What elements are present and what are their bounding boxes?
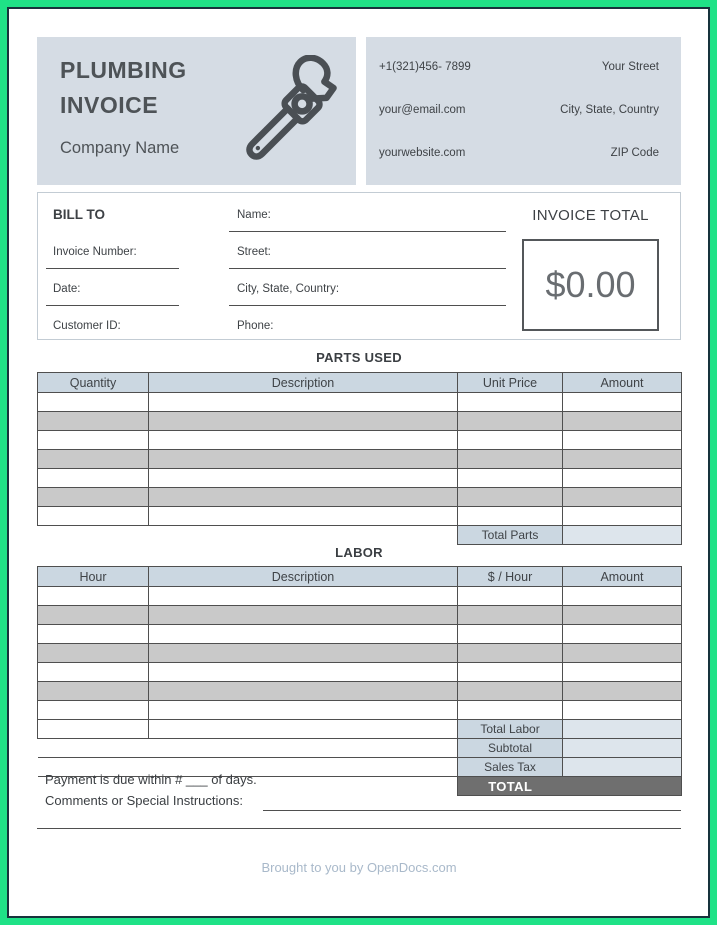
empty-cell bbox=[563, 431, 682, 450]
empty-cell bbox=[38, 720, 149, 739]
parts-header-row bbox=[38, 373, 682, 393]
empty-cell bbox=[38, 507, 149, 526]
invoice-number-label: Invoice Number: bbox=[53, 246, 137, 258]
writing-line bbox=[38, 739, 458, 758]
empty-cell bbox=[149, 663, 458, 682]
zip-value: ZIP Code bbox=[610, 147, 659, 159]
empty-cell bbox=[563, 393, 682, 412]
column-header-description: Description bbox=[149, 567, 458, 587]
comments-label: Comments or Special Instructions: bbox=[45, 793, 243, 808]
empty-cell bbox=[38, 488, 149, 507]
empty-cell bbox=[458, 701, 563, 720]
empty-cell bbox=[149, 644, 458, 663]
table-row bbox=[38, 450, 682, 469]
invoice-total-label: INVOICE TOTAL bbox=[532, 207, 649, 224]
empty-cell bbox=[38, 431, 149, 450]
city-state-country-value: City, State, Country bbox=[560, 104, 659, 116]
table-row bbox=[38, 488, 682, 507]
column-header-rate: $ / Hour bbox=[458, 567, 563, 587]
empty-cell bbox=[458, 587, 563, 606]
footer-credit-link[interactable]: Brought to you by OpenDocs.com bbox=[261, 860, 457, 875]
empty-cell bbox=[38, 606, 149, 625]
city-state-country-label: City, State, Country: bbox=[237, 283, 340, 295]
labor-header-row bbox=[38, 567, 682, 587]
empty-cell bbox=[563, 507, 682, 526]
empty-cell bbox=[149, 720, 458, 739]
table-row bbox=[38, 393, 682, 412]
labor-table bbox=[37, 566, 682, 796]
table-row bbox=[38, 701, 682, 720]
website-value: yourwebsite.com bbox=[379, 147, 466, 159]
table-row bbox=[38, 431, 682, 450]
phone-label: Phone: bbox=[237, 320, 274, 332]
empty-cell bbox=[563, 701, 682, 720]
column-header-hour: Hour bbox=[38, 567, 149, 587]
pipe-wrench-icon bbox=[227, 55, 351, 179]
date-line bbox=[46, 305, 179, 306]
empty-cell bbox=[38, 469, 149, 488]
table-row bbox=[38, 720, 682, 739]
empty-cell bbox=[38, 644, 149, 663]
empty-cell bbox=[149, 682, 458, 701]
document-title bbox=[60, 53, 187, 123]
name-label: Name: bbox=[237, 209, 271, 221]
invoice-total-box bbox=[522, 239, 659, 331]
bill-to-heading: BILL TO bbox=[53, 207, 106, 222]
contact-row bbox=[379, 147, 659, 159]
empty-cell bbox=[149, 606, 458, 625]
empty-cell bbox=[38, 682, 149, 701]
empty-cell bbox=[458, 663, 563, 682]
header-contact-panel bbox=[366, 37, 681, 185]
contact-row bbox=[379, 61, 659, 73]
empty-cell bbox=[563, 587, 682, 606]
empty-cell bbox=[458, 507, 563, 526]
empty-cell bbox=[563, 606, 682, 625]
contact-row bbox=[379, 104, 659, 116]
empty-cell bbox=[458, 393, 563, 412]
city-state-country-line bbox=[229, 305, 506, 306]
table-row bbox=[38, 625, 682, 644]
empty-cell bbox=[563, 625, 682, 644]
table-row bbox=[38, 644, 682, 663]
empty-cell bbox=[563, 682, 682, 701]
payment-terms-text: Payment is due within # ___ of days. bbox=[45, 772, 257, 787]
empty-cell bbox=[563, 644, 682, 663]
empty-cell bbox=[563, 663, 682, 682]
date-label: Date: bbox=[53, 283, 81, 295]
invoice-total-amount: $0.00 bbox=[545, 264, 636, 305]
customer-id-label: Customer ID: bbox=[53, 320, 121, 332]
empty-cell bbox=[149, 431, 458, 450]
grand-total-value bbox=[563, 777, 682, 796]
empty-cell bbox=[149, 507, 458, 526]
company-name: Company Name bbox=[60, 139, 180, 157]
column-header-amount: Amount bbox=[563, 373, 682, 393]
empty-cell bbox=[458, 644, 563, 663]
table-row bbox=[38, 606, 682, 625]
empty-cell bbox=[149, 625, 458, 644]
sales-tax-value bbox=[563, 758, 682, 777]
empty-cell bbox=[458, 450, 563, 469]
empty-cell bbox=[149, 393, 458, 412]
empty-cell bbox=[38, 412, 149, 431]
table-row bbox=[38, 663, 682, 682]
empty-cell bbox=[149, 450, 458, 469]
empty-cell bbox=[149, 469, 458, 488]
empty-cell bbox=[563, 450, 682, 469]
street-value: Your Street bbox=[601, 61, 659, 73]
table-row bbox=[38, 682, 682, 701]
street-label: Street: bbox=[237, 246, 271, 258]
table-row bbox=[38, 412, 682, 431]
column-header-quantity: Quantity bbox=[38, 373, 149, 393]
empty-cell bbox=[458, 488, 563, 507]
column-header-amount: Amount bbox=[563, 567, 682, 587]
parts-table bbox=[37, 372, 682, 545]
empty-cell bbox=[458, 469, 563, 488]
empty-cell bbox=[458, 431, 563, 450]
column-header-description: Description bbox=[149, 373, 458, 393]
header-brand-panel bbox=[37, 37, 356, 185]
empty-cell bbox=[149, 488, 458, 507]
empty-cell bbox=[38, 393, 149, 412]
table-row bbox=[38, 507, 682, 526]
empty-cell bbox=[149, 587, 458, 606]
table-row bbox=[38, 587, 682, 606]
name-line bbox=[229, 231, 506, 232]
sales-tax-label: Sales Tax bbox=[458, 758, 563, 777]
empty-cell bbox=[149, 701, 458, 720]
invoice-number-line bbox=[46, 268, 179, 269]
empty-cell bbox=[38, 450, 149, 469]
bill-to-section bbox=[37, 192, 681, 340]
empty-cell bbox=[458, 625, 563, 644]
email-value: your@email.com bbox=[379, 104, 466, 116]
spacer-cell bbox=[38, 526, 458, 545]
empty-cell bbox=[563, 488, 682, 507]
grand-total-label: TOTAL bbox=[458, 777, 563, 796]
bottom-writing-line bbox=[37, 828, 681, 829]
subtotal-row bbox=[38, 739, 682, 758]
empty-cell bbox=[458, 412, 563, 431]
empty-cell bbox=[38, 701, 149, 720]
subtotal-label: Subtotal bbox=[458, 739, 563, 758]
table-row bbox=[38, 469, 682, 488]
total-labor-label: Total Labor bbox=[458, 720, 563, 739]
subtotal-value bbox=[563, 739, 682, 758]
parts-used-title: PARTS USED bbox=[316, 350, 402, 365]
document-title-line2: INVOICE bbox=[60, 92, 159, 118]
empty-cell bbox=[149, 412, 458, 431]
empty-cell bbox=[38, 625, 149, 644]
empty-cell bbox=[563, 469, 682, 488]
phone-value: +1(321)456- 7899 bbox=[379, 61, 471, 73]
comments-line bbox=[263, 810, 681, 811]
empty-cell bbox=[38, 587, 149, 606]
empty-cell bbox=[458, 606, 563, 625]
empty-cell bbox=[563, 412, 682, 431]
column-header-unit-price: Unit Price bbox=[458, 373, 563, 393]
total-parts-label: Total Parts bbox=[458, 526, 563, 545]
empty-cell bbox=[458, 682, 563, 701]
street-line bbox=[229, 268, 506, 269]
total-parts-value bbox=[563, 526, 682, 545]
labor-title: LABOR bbox=[335, 545, 383, 560]
total-labor-value bbox=[563, 720, 682, 739]
empty-cell bbox=[38, 663, 149, 682]
total-parts-row bbox=[38, 526, 682, 545]
document-title-line1: PLUMBING bbox=[60, 57, 187, 83]
